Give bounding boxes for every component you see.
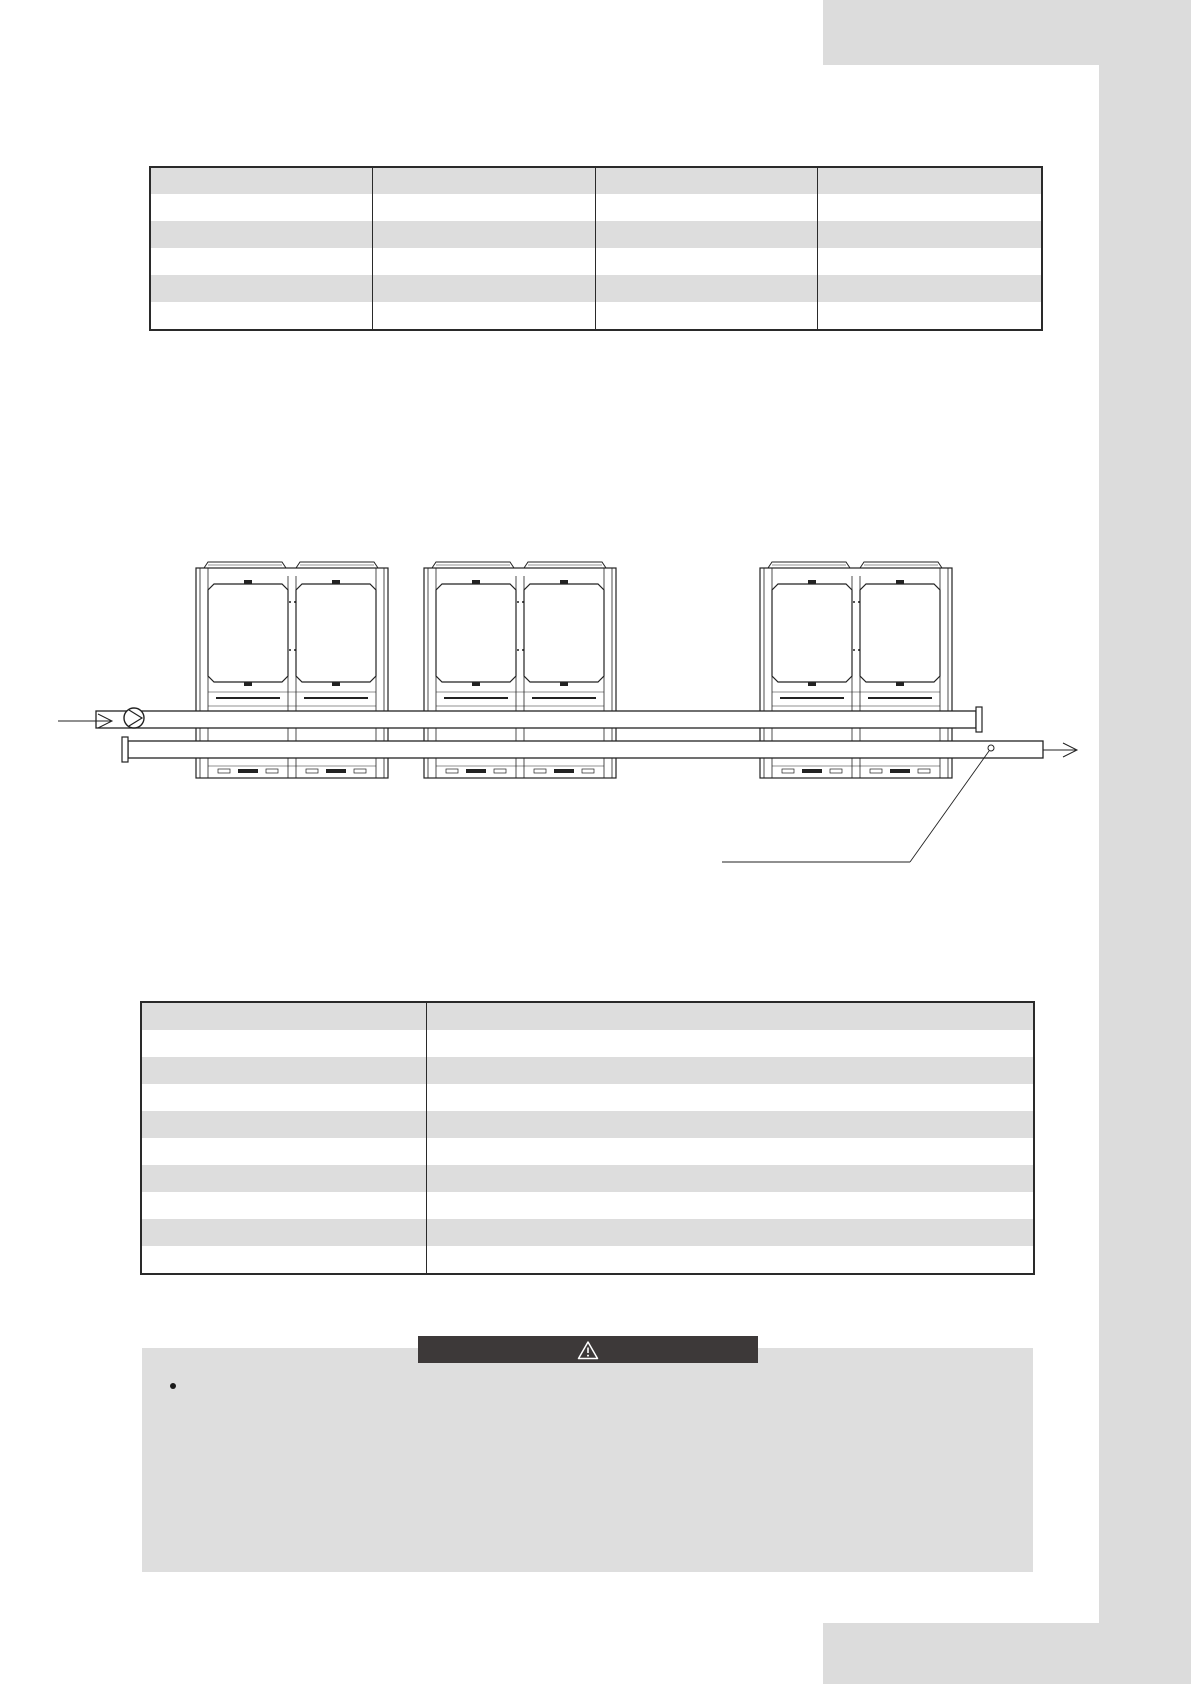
table-header-cell bbox=[141, 1002, 426, 1030]
table-cell bbox=[426, 1084, 1034, 1111]
table-cell bbox=[372, 302, 595, 330]
table-header-row bbox=[141, 1002, 1034, 1030]
table-cell bbox=[426, 1192, 1034, 1219]
table-cell bbox=[817, 275, 1042, 302]
table-row bbox=[141, 1165, 1034, 1192]
table-row bbox=[150, 221, 1042, 248]
table-row bbox=[150, 302, 1042, 330]
table-cell bbox=[141, 1084, 426, 1111]
table-cell bbox=[150, 248, 372, 275]
spec-table-top bbox=[149, 166, 1043, 331]
table-row bbox=[150, 194, 1042, 221]
table-header-cell bbox=[595, 167, 817, 194]
table-cell bbox=[426, 1165, 1034, 1192]
table-header-row bbox=[150, 167, 1042, 194]
table-row bbox=[141, 1246, 1034, 1274]
table-cell bbox=[426, 1111, 1034, 1138]
table-row bbox=[141, 1057, 1034, 1084]
table-cell bbox=[141, 1030, 426, 1057]
table-cell bbox=[372, 248, 595, 275]
table-cell bbox=[426, 1057, 1034, 1084]
warning-triangle-icon bbox=[577, 1340, 599, 1360]
table-row bbox=[150, 248, 1042, 275]
table-cell bbox=[426, 1246, 1034, 1274]
table-cell bbox=[817, 302, 1042, 330]
table-cell bbox=[141, 1246, 426, 1274]
warning-header-bar bbox=[418, 1336, 758, 1363]
warning-box bbox=[142, 1348, 1033, 1572]
table-cell bbox=[817, 248, 1042, 275]
table-cell bbox=[426, 1030, 1034, 1057]
water-pump-icon bbox=[124, 708, 144, 728]
table-cell bbox=[141, 1111, 426, 1138]
table-cell bbox=[372, 194, 595, 221]
table-cell bbox=[141, 1138, 426, 1165]
table-cell bbox=[817, 221, 1042, 248]
table-cell bbox=[150, 194, 372, 221]
supply-pipe bbox=[96, 707, 982, 732]
installation-diagram bbox=[50, 550, 1080, 880]
table-cell bbox=[150, 275, 372, 302]
table-cell bbox=[595, 302, 817, 330]
table-row bbox=[141, 1192, 1034, 1219]
table-cell bbox=[372, 221, 595, 248]
return-pipe bbox=[122, 737, 1043, 762]
table-cell bbox=[141, 1057, 426, 1084]
table-cell bbox=[141, 1165, 426, 1192]
bullet-dot bbox=[170, 1383, 176, 1389]
table-cell bbox=[595, 248, 817, 275]
table-header-cell bbox=[817, 167, 1042, 194]
table-header-cell bbox=[150, 167, 372, 194]
table-cell bbox=[141, 1192, 426, 1219]
sensor-callout bbox=[722, 745, 994, 862]
table-cell bbox=[595, 194, 817, 221]
table-row bbox=[141, 1219, 1034, 1246]
outlet-arrow-icon bbox=[1043, 743, 1077, 757]
table-cell bbox=[150, 221, 372, 248]
spec-table-bottom bbox=[140, 1001, 1035, 1275]
table-cell bbox=[426, 1138, 1034, 1165]
table-row bbox=[141, 1111, 1034, 1138]
table-cell bbox=[150, 302, 372, 330]
table-cell bbox=[372, 275, 595, 302]
table-cell bbox=[595, 221, 817, 248]
table-header-cell bbox=[372, 167, 595, 194]
table-row bbox=[150, 275, 1042, 302]
table-row bbox=[141, 1138, 1034, 1165]
table-cell bbox=[141, 1219, 426, 1246]
table-cell bbox=[595, 275, 817, 302]
table-cell bbox=[426, 1219, 1034, 1246]
table-cell bbox=[817, 194, 1042, 221]
table-header-cell bbox=[426, 1002, 1034, 1030]
table-row bbox=[141, 1084, 1034, 1111]
side-band bbox=[1099, 0, 1191, 1684]
table-row bbox=[141, 1030, 1034, 1057]
side-tab-bottom bbox=[823, 1623, 1191, 1684]
